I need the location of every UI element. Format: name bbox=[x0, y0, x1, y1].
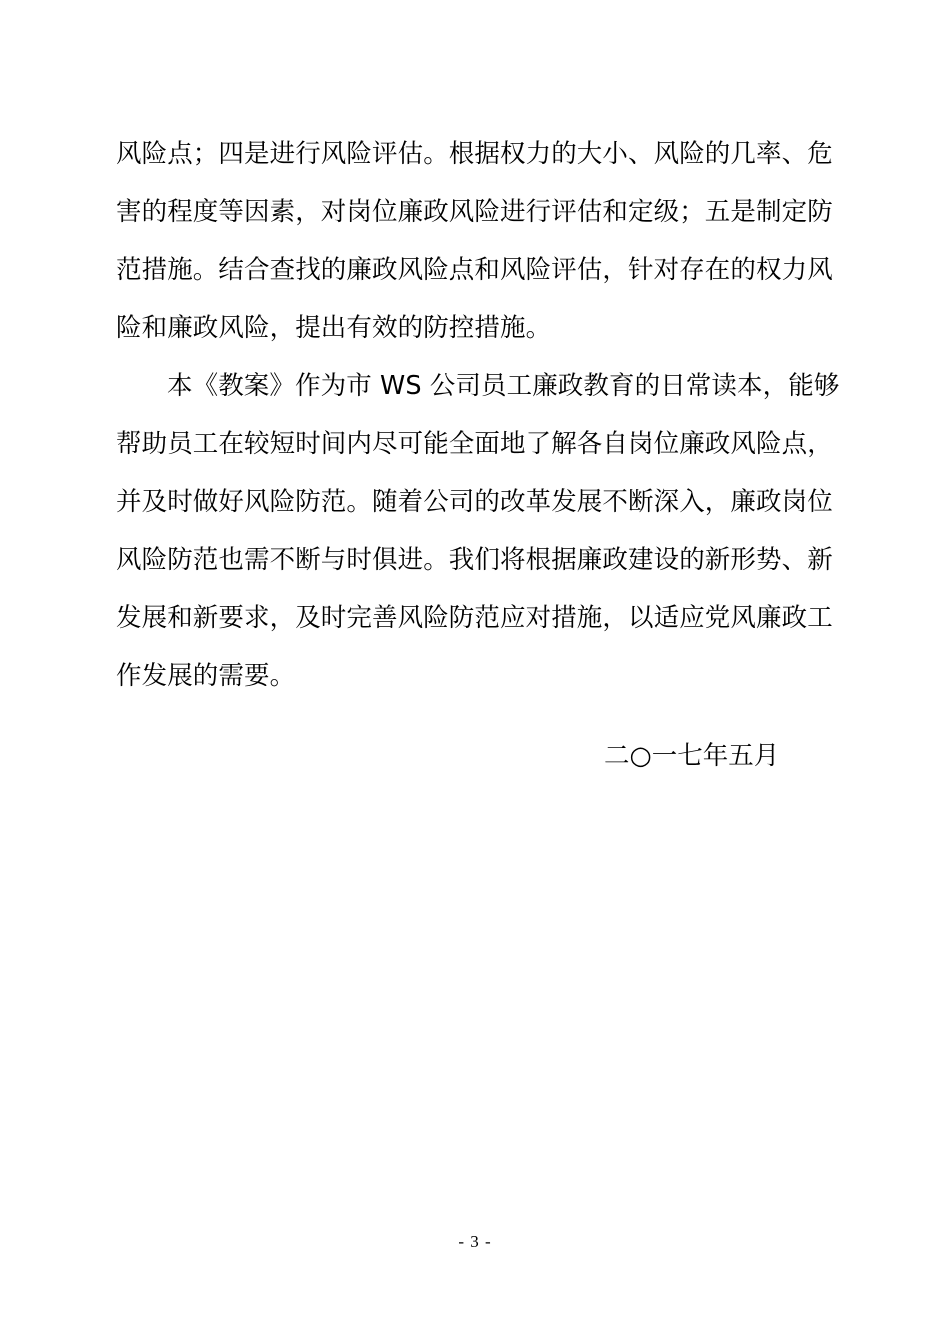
paragraph-risk-assessment bbox=[116, 128, 832, 360]
text-line: 险和廉政风险，提出有效的防控措施。 bbox=[116, 313, 552, 343]
text-line: 发展和新要求，及时完善风险防范应对措施，以适应党风廉政工 bbox=[116, 603, 833, 633]
document-date: 二○一七年五月 bbox=[604, 741, 780, 771]
text-line: 害的程度等因素，对岗位廉政风险进行评估和定级；五是制定防 bbox=[116, 197, 833, 227]
text-line: 并及时做好风险防范。随着公司的改革发展不断深入，廉政岗位 bbox=[116, 487, 833, 517]
text-line: 作发展的需要。 bbox=[116, 661, 296, 691]
paragraph-textbook-purpose bbox=[116, 360, 840, 708]
text-line: 风险防范也需不断与时俱进。我们将根据廉政建设的新形势、新 bbox=[116, 545, 833, 575]
text-line: 帮助员工在较短时间内尽可能全面地了解各自岗位廉政风险点， bbox=[116, 429, 833, 459]
text-line: 范措施。结合查找的廉政风险点和风险评估，针对存在的权力风 bbox=[116, 255, 833, 285]
document-body bbox=[116, 128, 840, 708]
text-line: 本《教案》作为市 WS 公司员工廉政教育的日常读本，能够 bbox=[167, 371, 840, 401]
page-number: - 3 - bbox=[458, 1232, 492, 1251]
text-line: 风险点；四是进行风险评估。根据权力的大小、风险的几率、危 bbox=[116, 139, 833, 169]
